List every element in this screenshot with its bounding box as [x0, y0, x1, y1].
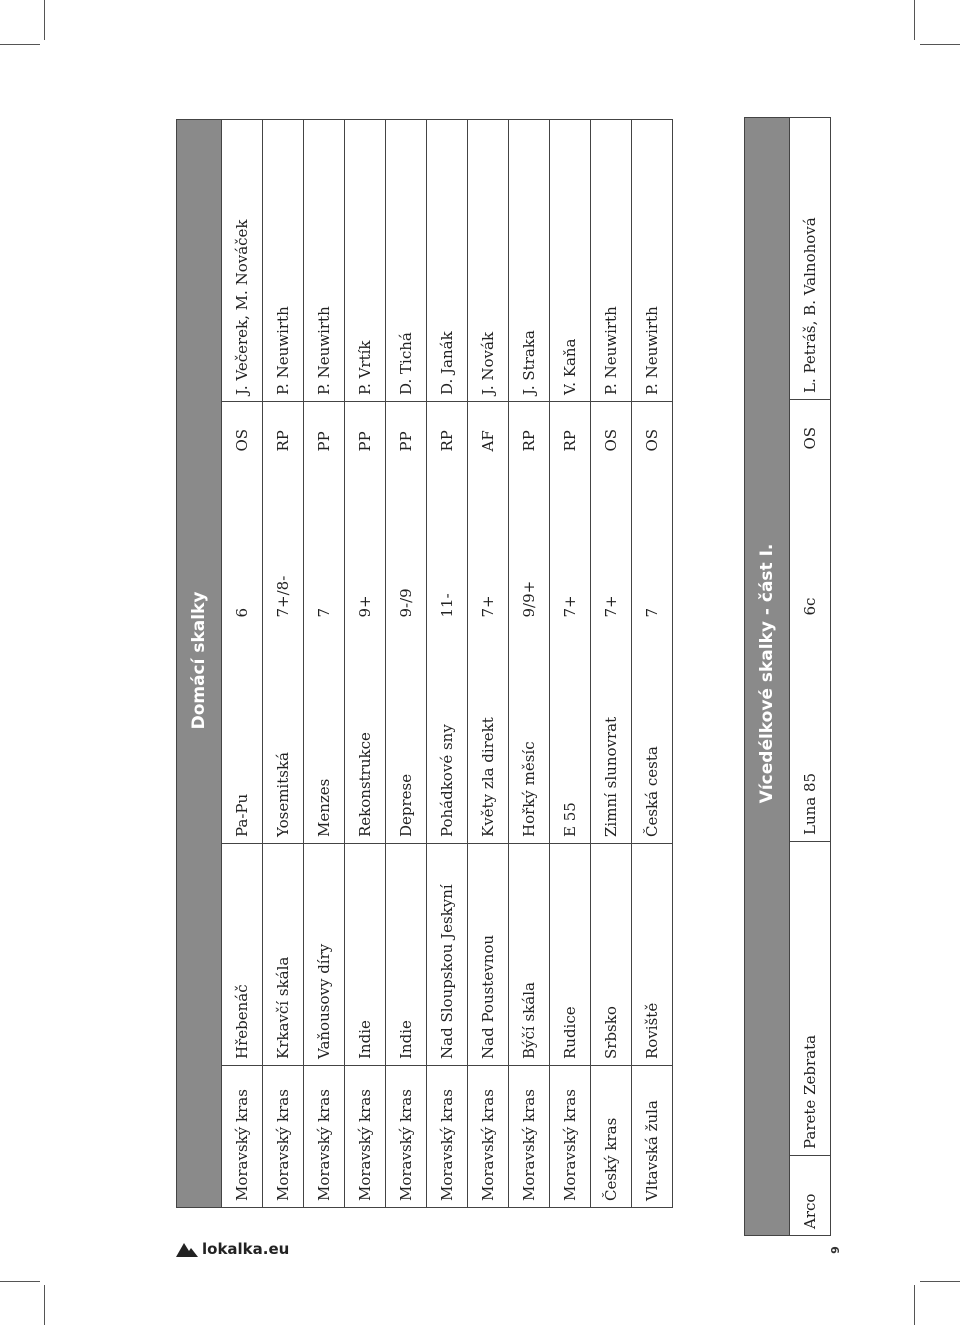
- route-cell: Yosemitská: [263, 624, 304, 844]
- crag-cell: Vaňousovy díry: [304, 844, 345, 1066]
- crop-mark: [0, 1281, 40, 1282]
- style-cell: RP: [550, 402, 591, 458]
- style-cell: PP: [345, 402, 386, 458]
- table-row: [304, 119, 345, 1207]
- table-row: [509, 119, 550, 1207]
- crop-mark: [920, 44, 960, 45]
- crag-cell: Býčí skála: [509, 844, 550, 1066]
- table-row: [790, 117, 831, 1235]
- crop-mark: [44, 0, 45, 40]
- climber-cell: P. Neuwirth: [591, 119, 632, 401]
- region-cell: Moravský kras: [550, 1066, 591, 1208]
- crop-mark: [0, 44, 40, 45]
- crag-cell: Rudice: [550, 844, 591, 1066]
- vicedelkove-skalky-table: [744, 117, 831, 1236]
- grade-cell: 6c: [790, 456, 831, 622]
- table-title: Vícedélkové skalky - část I.: [745, 117, 790, 1235]
- page-number: 9: [829, 1246, 842, 1254]
- route-cell: Česká cesta: [632, 624, 673, 844]
- route-cell: Zimní slunovrat: [591, 624, 632, 844]
- crag-cell: Parete Zebrata: [790, 842, 831, 1156]
- crag-cell: Indie: [345, 844, 386, 1066]
- crop-mark: [44, 1285, 45, 1325]
- style-cell: RP: [427, 402, 468, 458]
- region-cell: Moravský kras: [509, 1066, 550, 1208]
- grade-cell: 6: [222, 458, 263, 624]
- grade-cell: 7+: [591, 458, 632, 624]
- climber-cell: J. Večerek, M. Nováček: [222, 119, 263, 401]
- climber-cell: J. Straka: [509, 119, 550, 401]
- crag-cell: Nad Poustevnou: [468, 844, 509, 1066]
- grade-cell: 7: [632, 458, 673, 624]
- brand-logo: [176, 1240, 356, 1264]
- region-cell: Moravský kras: [427, 1066, 468, 1208]
- grade-cell: 9/9+: [509, 458, 550, 624]
- style-cell: RP: [263, 402, 304, 458]
- route-cell: Deprese: [386, 624, 427, 844]
- crop-mark: [920, 1281, 960, 1282]
- climber-cell: P. Neuwirth: [263, 119, 304, 401]
- grade-cell: 7+: [468, 458, 509, 624]
- region-cell: Vltavská žula: [632, 1066, 673, 1208]
- grade-cell: 11-: [427, 458, 468, 624]
- mountain-logo-icon: [176, 1241, 198, 1257]
- climber-cell: J. Novák: [468, 119, 509, 401]
- crop-mark: [914, 0, 915, 40]
- region-cell: Moravský kras: [304, 1066, 345, 1208]
- region-cell: Moravský kras: [468, 1066, 509, 1208]
- style-cell: PP: [386, 402, 427, 458]
- table-row: [468, 119, 509, 1207]
- crop-mark: [914, 1285, 915, 1325]
- table-row: [427, 119, 468, 1207]
- region-cell: Moravský kras: [222, 1066, 263, 1208]
- style-cell: OS: [632, 402, 673, 458]
- climber-cell: P. Vrtík: [345, 119, 386, 401]
- region-cell: Moravský kras: [263, 1066, 304, 1208]
- crag-cell: Indie: [386, 844, 427, 1066]
- style-cell: PP: [304, 402, 345, 458]
- route-cell: Pohádkové sny: [427, 624, 468, 844]
- route-cell: Rekonstrukce: [345, 624, 386, 844]
- grade-cell: 9+: [345, 458, 386, 624]
- style-cell: AF: [468, 402, 509, 458]
- table-row: [632, 119, 673, 1207]
- route-cell: Menzes: [304, 624, 345, 844]
- climber-cell: D. Tichá: [386, 119, 427, 401]
- table-row: [591, 119, 632, 1207]
- grade-cell: 9-/9: [386, 458, 427, 624]
- style-cell: RP: [509, 402, 550, 458]
- climber-cell: P. Neuwirth: [632, 119, 673, 401]
- route-cell: Pa-Pu: [222, 624, 263, 844]
- grade-cell: 7+: [550, 458, 591, 624]
- logo-text: lokalka.eu: [202, 1240, 290, 1258]
- grade-cell: 7: [304, 458, 345, 624]
- climber-cell: V. Kaňa: [550, 119, 591, 401]
- route-cell: Luna 85: [790, 622, 831, 842]
- region-cell: Český kras: [591, 1066, 632, 1208]
- crag-cell: Nad Sloupskou Jeskyní: [427, 844, 468, 1066]
- table-row: [386, 119, 427, 1207]
- style-cell: OS: [222, 402, 263, 458]
- climber-cell: L. Petráš, B. Valnohová: [790, 117, 831, 399]
- route-cell: E 55: [550, 624, 591, 844]
- table-row: [263, 119, 304, 1207]
- table-row: [222, 119, 263, 1207]
- region-cell: Moravský kras: [386, 1066, 427, 1208]
- style-cell: OS: [790, 400, 831, 456]
- domaci-skalky-table: [176, 119, 673, 1208]
- table-row: [550, 119, 591, 1207]
- climber-cell: D. Janák: [427, 119, 468, 401]
- region-cell: Arco: [790, 1156, 831, 1236]
- route-cell: Hořký měsíc: [509, 624, 550, 844]
- table-title: Domácí skalky: [177, 119, 222, 1207]
- table-row: [345, 119, 386, 1207]
- style-cell: OS: [591, 402, 632, 458]
- crag-cell: Srbsko: [591, 844, 632, 1066]
- region-cell: Moravský kras: [345, 1066, 386, 1208]
- crag-cell: Hřebenáč: [222, 844, 263, 1066]
- grade-cell: 7+/8-: [263, 458, 304, 624]
- crag-cell: Roviště: [632, 844, 673, 1066]
- crag-cell: Krkavčí skála: [263, 844, 304, 1066]
- route-cell: Květy zla direkt: [468, 624, 509, 844]
- climber-cell: P. Neuwirth: [304, 119, 345, 401]
